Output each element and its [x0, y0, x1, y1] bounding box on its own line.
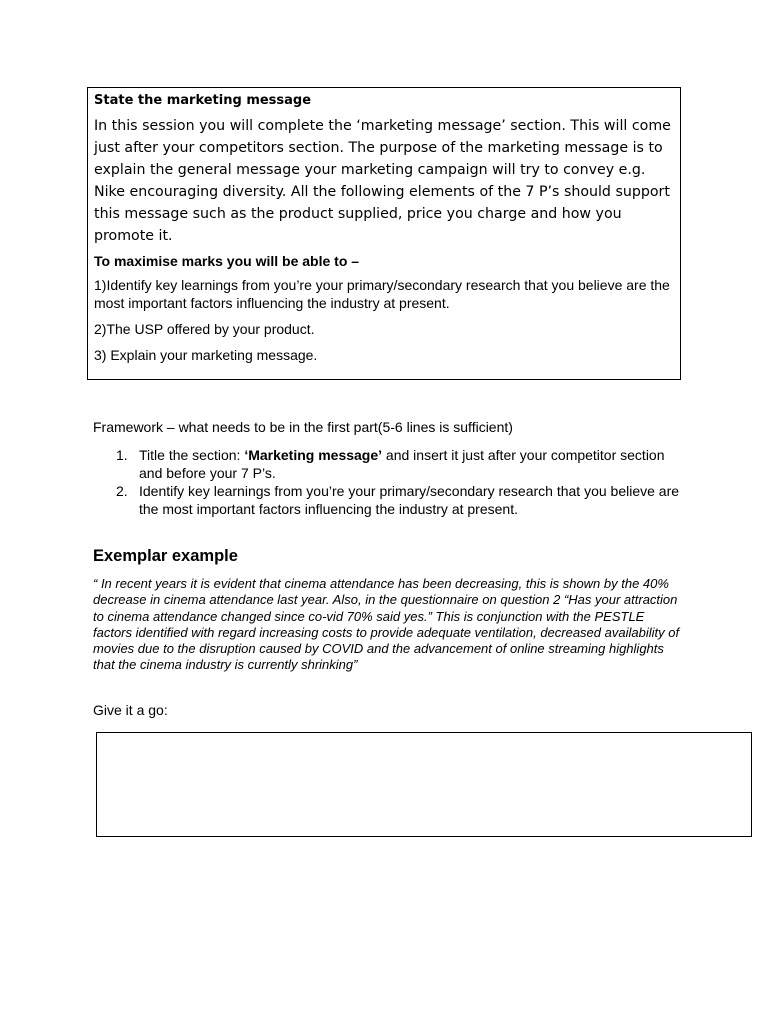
instructions-point: 2)The USP offered by your product. [94, 321, 315, 337]
step-text-after: and insert it just after your competitor section and before your 7 P’s. [139, 447, 665, 481]
exemplar-quote: “ In recent years it is evident that cinema attendance has been decreasing, this is shown by the 40% decrease in cinema attendance last year. Also, in the questionnaire on question 2 “Has your attraction to cinema attendance changed since co-vid 70% said yes.” This is conjunction with the PESTLE factors identified with regard increasing costs to provide adequate ventilation, decreased availability of movies due to the disruption caused by COVID and the advancement of online streaming highlights that the cinema industry is currently shrinking” [93, 576, 680, 673]
instructions-point: 3) Explain your marketing message. [94, 347, 318, 363]
instructions-box [87, 87, 681, 380]
step-number: 2. [116, 483, 128, 499]
instructions-paragraph: In this session you will complete the ‘marketing message’ section. This will come just after your competitors section. The purpose of the marketing message is to explain the general message your marketing campaign will try to convey e.g. Nike encouraging diversity. All the following elements of the 7 P’s should support this message such as the product supplied, price you charge and how you promote it. [94, 118, 671, 244]
step-bold-title: ‘Marketing message’ [244, 447, 383, 463]
instructions-point: 1)Identify key learnings from you’re your primary/secondary research that you believe are the most important factors influencing the industry at present. [94, 277, 670, 311]
step-text-before: Title the section: [139, 447, 245, 463]
framework-intro: Framework – what needs to be in the first part(5-6 lines is sufficient) [93, 419, 513, 435]
framework-step [93, 446, 683, 482]
instructions-subheading: To maximise marks you will be able to – [94, 253, 360, 269]
give-it-a-go-label: Give it a go: [93, 702, 168, 718]
instructions-title: State the marketing message [94, 93, 312, 108]
framework-steps [93, 446, 683, 518]
framework-step [93, 482, 683, 518]
exemplar-heading: Exemplar example [93, 547, 238, 565]
answer-box[interactable] [96, 732, 752, 837]
step-number: 1. [116, 447, 128, 463]
step-text: Identify key learnings from you’re your primary/secondary research that you believe are the most important factors influencing the industry at present. [139, 483, 680, 517]
